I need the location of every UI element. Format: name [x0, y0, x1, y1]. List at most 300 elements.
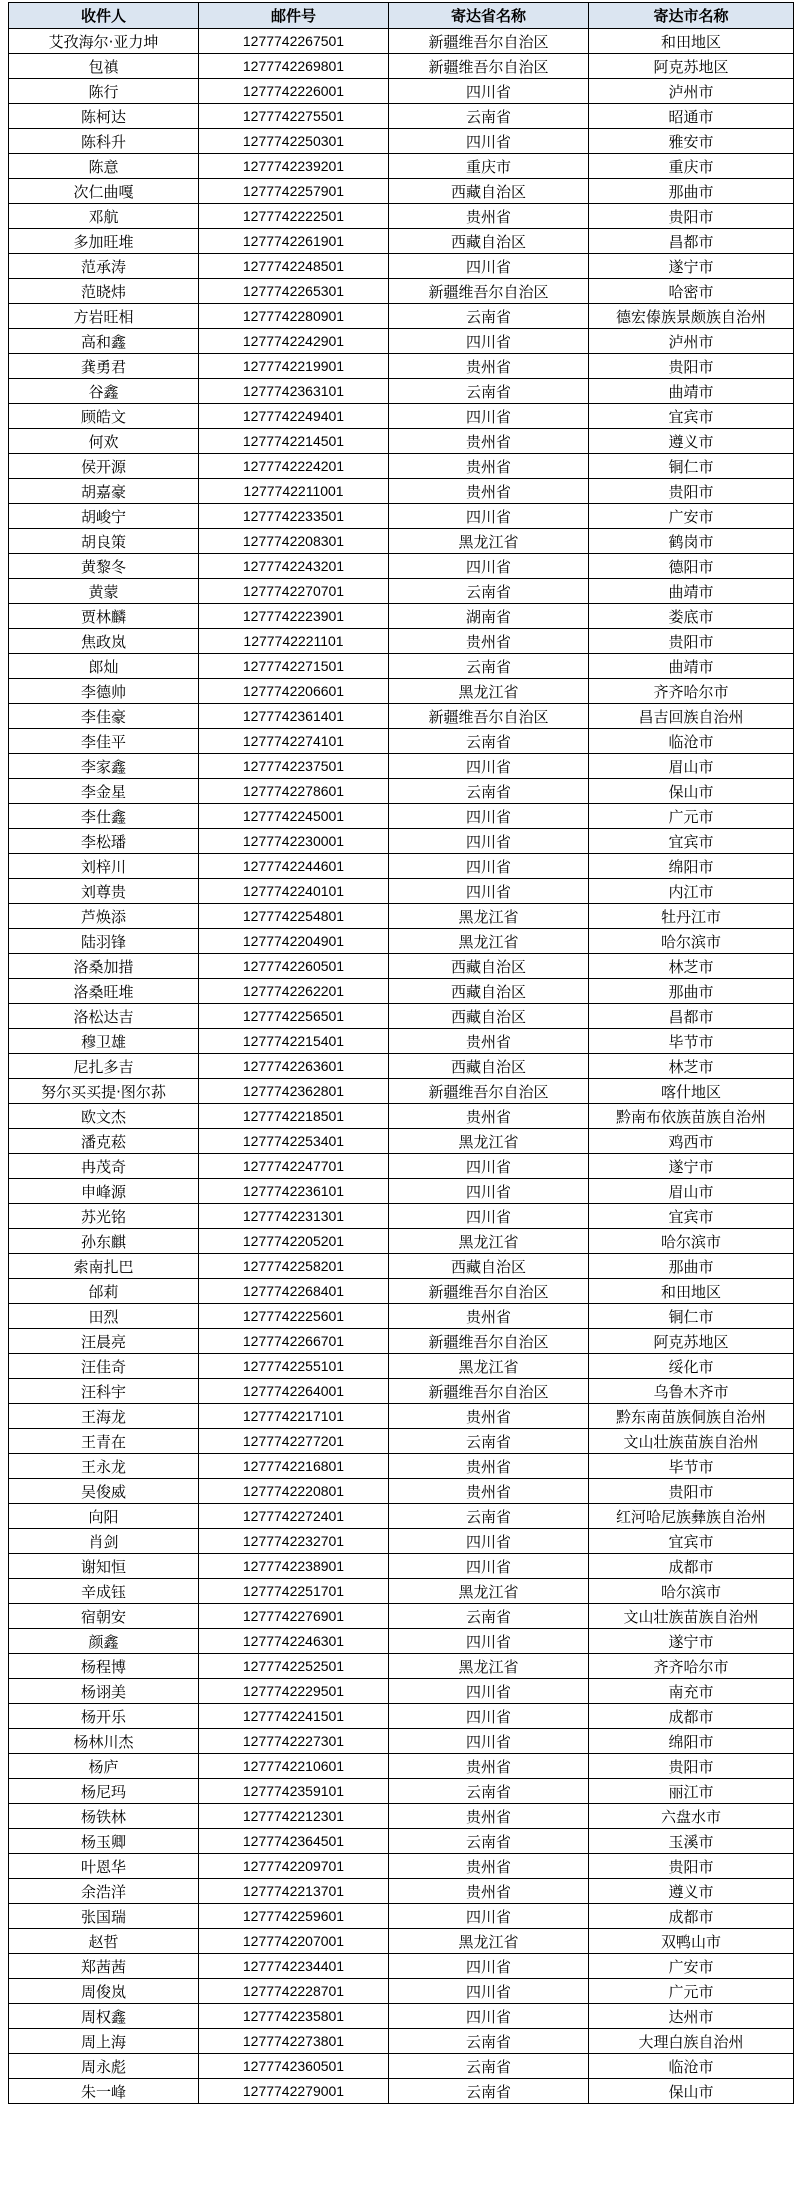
recipient-cell: 李松璠: [9, 829, 199, 854]
table-row: [9, 1404, 794, 1429]
city-cell: 眉山市: [589, 1179, 794, 1204]
recipient-cell: 谢知恒: [9, 1554, 199, 1579]
province-cell: 云南省: [389, 1604, 589, 1629]
province-cell: 云南省: [389, 729, 589, 754]
city-cell: 绵阳市: [589, 854, 794, 879]
table-row: [9, 1529, 794, 1554]
city-cell: 广元市: [589, 804, 794, 829]
mail-number-cell: 1277742273801: [199, 2029, 389, 2054]
table-row: [9, 854, 794, 879]
recipient-cell: 索南扎巴: [9, 1254, 199, 1279]
table-row: [9, 2079, 794, 2104]
mail-number-cell: 1277742246301: [199, 1629, 389, 1654]
province-cell: 云南省: [389, 2054, 589, 2079]
city-cell: 昌都市: [589, 1004, 794, 1029]
province-cell: 贵州省: [389, 1104, 589, 1129]
mail-number-cell: 1277742249401: [199, 404, 389, 429]
city-cell: 绥化市: [589, 1354, 794, 1379]
province-cell: 云南省: [389, 579, 589, 604]
mail-number-cell: 1277742238901: [199, 1554, 389, 1579]
table-row: [9, 1304, 794, 1329]
city-cell: 阿克苏地区: [589, 54, 794, 79]
province-cell: 贵州省: [389, 354, 589, 379]
mail-number-cell: 1277742278601: [199, 779, 389, 804]
recipient-cell: 周俊岚: [9, 1979, 199, 2004]
recipient-cell: 宿朝安: [9, 1604, 199, 1629]
province-cell: 贵州省: [389, 429, 589, 454]
recipient-cell: 陈意: [9, 154, 199, 179]
mail-number-cell: 1277742265301: [199, 279, 389, 304]
header-recipient: 收件人: [9, 3, 199, 29]
header-province: 寄达省名称: [389, 3, 589, 29]
mail-number-cell: 1277742251701: [199, 1579, 389, 1604]
mail-number-cell: 1277742276901: [199, 1604, 389, 1629]
mail-number-cell: 1277742262201: [199, 979, 389, 1004]
province-cell: 四川省: [389, 1179, 589, 1204]
mail-number-cell: 1277742229501: [199, 1679, 389, 1704]
mail-number-cell: 1277742220801: [199, 1479, 389, 1504]
city-cell: 保山市: [589, 2079, 794, 2104]
recipient-cell: 汪晨亮: [9, 1329, 199, 1354]
recipient-cell: 叶恩华: [9, 1854, 199, 1879]
city-cell: 铜仁市: [589, 1304, 794, 1329]
mail-number-cell: 1277742233501: [199, 504, 389, 529]
province-cell: 四川省: [389, 854, 589, 879]
recipient-cell: 侯开源: [9, 454, 199, 479]
city-cell: 遂宁市: [589, 254, 794, 279]
mail-number-cell: 1277742219901: [199, 354, 389, 379]
mail-number-cell: 1277742221101: [199, 629, 389, 654]
city-cell: 黔东南苗族侗族自治州: [589, 1404, 794, 1429]
city-cell: 昌都市: [589, 229, 794, 254]
city-cell: 玉溪市: [589, 1829, 794, 1854]
mail-number-cell: 1277742269801: [199, 54, 389, 79]
province-cell: 新疆维吾尔自治区: [389, 29, 589, 54]
province-cell: 贵州省: [389, 629, 589, 654]
province-cell: 新疆维吾尔自治区: [389, 704, 589, 729]
city-cell: 眉山市: [589, 754, 794, 779]
province-cell: 黑龙江省: [389, 1654, 589, 1679]
recipient-cell: 范晓炜: [9, 279, 199, 304]
table-row: [9, 929, 794, 954]
mail-number-cell: 1277742215401: [199, 1029, 389, 1054]
mail-number-cell: 1277742232701: [199, 1529, 389, 1554]
province-cell: 黑龙江省: [389, 529, 589, 554]
table-row: [9, 1054, 794, 1079]
table-row: [9, 1929, 794, 1954]
city-cell: 贵阳市: [589, 629, 794, 654]
table-row: [9, 104, 794, 129]
table-row: [9, 1629, 794, 1654]
province-cell: 四川省: [389, 1204, 589, 1229]
city-cell: 文山壮族苗族自治州: [589, 1429, 794, 1454]
province-cell: 西藏自治区: [389, 1004, 589, 1029]
province-cell: 四川省: [389, 829, 589, 854]
city-cell: 丽江市: [589, 1779, 794, 1804]
city-cell: 和田地区: [589, 1279, 794, 1304]
table-row: [9, 1454, 794, 1479]
recipient-cell: 汪佳奇: [9, 1354, 199, 1379]
mail-number-cell: 1277742261901: [199, 229, 389, 254]
recipient-cell: 汪科宇: [9, 1379, 199, 1404]
city-cell: 遂宁市: [589, 1154, 794, 1179]
province-cell: 四川省: [389, 1154, 589, 1179]
table-row: [9, 604, 794, 629]
city-cell: 黔南布依族苗族自治州: [589, 1104, 794, 1129]
table-row: [9, 679, 794, 704]
recipient-cell: 杨诩美: [9, 1679, 199, 1704]
table-row: [9, 954, 794, 979]
mail-number-cell: 1277742225601: [199, 1304, 389, 1329]
province-cell: 黑龙江省: [389, 1354, 589, 1379]
province-cell: 贵州省: [389, 1879, 589, 1904]
recipient-cell: 邓航: [9, 204, 199, 229]
recipient-cell: 吴俊威: [9, 1479, 199, 1504]
city-cell: 哈尔滨市: [589, 1579, 794, 1604]
mail-number-cell: 1277742241501: [199, 1704, 389, 1729]
table-row: [9, 704, 794, 729]
recipient-cell: 何欢: [9, 429, 199, 454]
mail-number-cell: 1277742363101: [199, 379, 389, 404]
mail-number-cell: 1277742223901: [199, 604, 389, 629]
mail-number-cell: 1277742279001: [199, 2079, 389, 2104]
province-cell: 云南省: [389, 1779, 589, 1804]
table-row: [9, 554, 794, 579]
table-row: [9, 129, 794, 154]
recipient-cell: 黄蒙: [9, 579, 199, 604]
table-row: [9, 1079, 794, 1104]
table-row: [9, 1729, 794, 1754]
mail-number-cell: 1277742218501: [199, 1104, 389, 1129]
table-row: [9, 179, 794, 204]
table-row: [9, 1004, 794, 1029]
province-cell: 新疆维吾尔自治区: [389, 1379, 589, 1404]
city-cell: 贵阳市: [589, 1479, 794, 1504]
city-cell: 宜宾市: [589, 829, 794, 854]
table-row: [9, 54, 794, 79]
recipient-cell: 穆卫雄: [9, 1029, 199, 1054]
province-cell: 贵州省: [389, 454, 589, 479]
province-cell: 黑龙江省: [389, 1129, 589, 1154]
recipient-cell: 李德帅: [9, 679, 199, 704]
recipient-cell: 多加旺堆: [9, 229, 199, 254]
table-row: [9, 204, 794, 229]
province-cell: 贵州省: [389, 204, 589, 229]
recipient-cell: 龚勇君: [9, 354, 199, 379]
city-cell: 贵阳市: [589, 1854, 794, 1879]
province-cell: 四川省: [389, 1979, 589, 2004]
recipient-cell: 刘梓川: [9, 854, 199, 879]
table-row: [9, 1479, 794, 1504]
province-cell: 湖南省: [389, 604, 589, 629]
table-row: [9, 1104, 794, 1129]
city-cell: 齐齐哈尔市: [589, 679, 794, 704]
mail-number-cell: 1277742359101: [199, 1779, 389, 1804]
table-row: [9, 779, 794, 804]
city-cell: 南充市: [589, 1679, 794, 1704]
city-cell: 贵阳市: [589, 354, 794, 379]
province-cell: 四川省: [389, 1629, 589, 1654]
city-cell: 贵阳市: [589, 1754, 794, 1779]
city-cell: 那曲市: [589, 1254, 794, 1279]
mail-number-cell: 1277742242901: [199, 329, 389, 354]
table-row: [9, 729, 794, 754]
mail-number-cell: 1277742247701: [199, 1154, 389, 1179]
recipient-cell: 刘尊贵: [9, 879, 199, 904]
city-cell: 曲靖市: [589, 654, 794, 679]
province-cell: 新疆维吾尔自治区: [389, 279, 589, 304]
mail-number-cell: 1277742230001: [199, 829, 389, 854]
recipient-cell: 颜鑫: [9, 1629, 199, 1654]
recipient-cell: 胡嘉豪: [9, 479, 199, 504]
province-cell: 云南省: [389, 1504, 589, 1529]
recipient-cell: 杨庐: [9, 1754, 199, 1779]
recipient-cell: 杨林川杰: [9, 1729, 199, 1754]
recipient-cell: 潘克菘: [9, 1129, 199, 1154]
province-cell: 四川省: [389, 1704, 589, 1729]
province-cell: 贵州省: [389, 1804, 589, 1829]
table-row: [9, 479, 794, 504]
table-row: [9, 1704, 794, 1729]
province-cell: 贵州省: [389, 479, 589, 504]
recipient-cell: 次仁曲嘎: [9, 179, 199, 204]
recipient-cell: 申峰源: [9, 1179, 199, 1204]
city-cell: 重庆市: [589, 154, 794, 179]
mail-number-cell: 1277742231301: [199, 1204, 389, 1229]
mail-number-cell: 1277742234401: [199, 1954, 389, 1979]
mail-number-cell: 1277742208301: [199, 529, 389, 554]
city-cell: 铜仁市: [589, 454, 794, 479]
mail-number-cell: 1277742260501: [199, 954, 389, 979]
city-cell: 六盘水市: [589, 1804, 794, 1829]
city-cell: 达州市: [589, 2004, 794, 2029]
province-cell: 西藏自治区: [389, 179, 589, 204]
mail-number-cell: 1277742271501: [199, 654, 389, 679]
table-row: [9, 1379, 794, 1404]
mail-number-cell: 1277742217101: [199, 1404, 389, 1429]
mail-number-cell: 1277742361401: [199, 704, 389, 729]
province-cell: 四川省: [389, 129, 589, 154]
table-row: [9, 1954, 794, 1979]
province-cell: 黑龙江省: [389, 929, 589, 954]
mail-number-cell: 1277742209701: [199, 1854, 389, 1879]
mail-number-cell: 1277742277201: [199, 1429, 389, 1454]
recipient-cell: 欧文杰: [9, 1104, 199, 1129]
mail-number-cell: 1277742270701: [199, 579, 389, 604]
recipient-cell: 杨玉卿: [9, 1829, 199, 1854]
recipient-cell: 郎灿: [9, 654, 199, 679]
table-row: [9, 829, 794, 854]
table-row: [9, 429, 794, 454]
recipient-cell: 周权鑫: [9, 2004, 199, 2029]
table-row: [9, 754, 794, 779]
mail-number-cell: 1277742253401: [199, 1129, 389, 1154]
province-cell: 黑龙江省: [389, 1929, 589, 1954]
table-row: [9, 29, 794, 54]
table-row: [9, 454, 794, 479]
recipient-cell: 杨开乐: [9, 1704, 199, 1729]
table-row: [9, 2054, 794, 2079]
recipient-cell: 孙东麒: [9, 1229, 199, 1254]
recipient-cell: 李佳平: [9, 729, 199, 754]
mail-number-cell: 1277742258201: [199, 1254, 389, 1279]
province-cell: 四川省: [389, 1954, 589, 1979]
province-cell: 西藏自治区: [389, 979, 589, 1004]
table-row: [9, 1254, 794, 1279]
city-cell: 泸州市: [589, 79, 794, 104]
table-row: [9, 79, 794, 104]
mail-number-cell: 1277742362801: [199, 1079, 389, 1104]
recipient-cell: 艾孜海尔·亚力坤: [9, 29, 199, 54]
recipient-cell: 杨程博: [9, 1654, 199, 1679]
city-cell: 乌鲁木齐市: [589, 1379, 794, 1404]
city-cell: 鹤岗市: [589, 529, 794, 554]
city-cell: 喀什地区: [589, 1079, 794, 1104]
city-cell: 保山市: [589, 779, 794, 804]
recipient-cell: 朱一峰: [9, 2079, 199, 2104]
recipient-cell: 李金星: [9, 779, 199, 804]
city-cell: 宜宾市: [589, 1529, 794, 1554]
recipient-cell: 肖剑: [9, 1529, 199, 1554]
mail-number-cell: 1277742255101: [199, 1354, 389, 1379]
recipient-cell: 黄黎冬: [9, 554, 199, 579]
table-row: [9, 1354, 794, 1379]
city-cell: 哈密市: [589, 279, 794, 304]
mail-number-cell: 1277742243201: [199, 554, 389, 579]
province-cell: 四川省: [389, 1904, 589, 1929]
mail-number-cell: 1277742275501: [199, 104, 389, 129]
table-row: [9, 579, 794, 604]
table-row: [9, 154, 794, 179]
province-cell: 西藏自治区: [389, 1254, 589, 1279]
table-row: [9, 1879, 794, 1904]
table-row: [9, 1504, 794, 1529]
mail-number-cell: 1277742236101: [199, 1179, 389, 1204]
city-cell: 宜宾市: [589, 404, 794, 429]
recipient-cell: 谷鑫: [9, 379, 199, 404]
recipient-cell: 李佳豪: [9, 704, 199, 729]
city-cell: 雅安市: [589, 129, 794, 154]
mail-number-cell: 1277742212301: [199, 1804, 389, 1829]
mail-number-cell: 1277742239201: [199, 154, 389, 179]
city-cell: 昭通市: [589, 104, 794, 129]
city-cell: 文山壮族苗族自治州: [589, 1604, 794, 1629]
city-cell: 那曲市: [589, 979, 794, 1004]
city-cell: 林芝市: [589, 954, 794, 979]
table-row: [9, 879, 794, 904]
city-cell: 鸡西市: [589, 1129, 794, 1154]
province-cell: 四川省: [389, 1529, 589, 1554]
province-cell: 新疆维吾尔自治区: [389, 1279, 589, 1304]
city-cell: 毕节市: [589, 1029, 794, 1054]
city-cell: 大理白族自治州: [589, 2029, 794, 2054]
province-cell: 西藏自治区: [389, 1054, 589, 1079]
mail-number-cell: 1277742207001: [199, 1929, 389, 1954]
recipient-cell: 焦政岚: [9, 629, 199, 654]
mail-number-cell: 1277742235801: [199, 2004, 389, 2029]
mail-number-cell: 1277742216801: [199, 1454, 389, 1479]
table-row: [9, 529, 794, 554]
province-cell: 四川省: [389, 804, 589, 829]
province-cell: 四川省: [389, 1554, 589, 1579]
mail-number-cell: 1277742256501: [199, 1004, 389, 1029]
table-row: [9, 329, 794, 354]
table-row: [9, 304, 794, 329]
table-row: [9, 1229, 794, 1254]
city-cell: 曲靖市: [589, 579, 794, 604]
mail-list-table: [8, 2, 794, 2104]
recipient-cell: 贾林麟: [9, 604, 199, 629]
province-cell: 贵州省: [389, 1304, 589, 1329]
mail-number-cell: 1277742259601: [199, 1904, 389, 1929]
mail-number-cell: 1277742237501: [199, 754, 389, 779]
table-row: [9, 1804, 794, 1829]
mail-number-cell: 1277742268401: [199, 1279, 389, 1304]
city-cell: 遂宁市: [589, 1629, 794, 1654]
province-cell: 黑龙江省: [389, 1579, 589, 1604]
recipient-cell: 胡良策: [9, 529, 199, 554]
province-cell: 四川省: [389, 404, 589, 429]
mail-number-cell: 1277742254801: [199, 904, 389, 929]
table-row: [9, 1779, 794, 1804]
table-row: [9, 279, 794, 304]
province-cell: 黑龙江省: [389, 1229, 589, 1254]
recipient-cell: 努尔买买提·图尔荪: [9, 1079, 199, 1104]
recipient-cell: 洛桑旺堆: [9, 979, 199, 1004]
table-row: [9, 1429, 794, 1454]
city-cell: 哈尔滨市: [589, 1229, 794, 1254]
recipient-cell: 杨铁林: [9, 1804, 199, 1829]
recipient-cell: 杨尼玛: [9, 1779, 199, 1804]
table-row: [9, 1179, 794, 1204]
province-cell: 黑龙江省: [389, 679, 589, 704]
province-cell: 四川省: [389, 2004, 589, 2029]
province-cell: 云南省: [389, 779, 589, 804]
mail-number-cell: 1277742206601: [199, 679, 389, 704]
city-cell: 贵阳市: [589, 204, 794, 229]
province-cell: 贵州省: [389, 1854, 589, 1879]
recipient-cell: 李仕鑫: [9, 804, 199, 829]
mail-number-cell: 1277742272401: [199, 1504, 389, 1529]
recipient-cell: 冉茂奇: [9, 1154, 199, 1179]
province-cell: 云南省: [389, 104, 589, 129]
recipient-cell: 田烈: [9, 1304, 199, 1329]
table-row: [9, 804, 794, 829]
city-cell: 绵阳市: [589, 1729, 794, 1754]
province-cell: 云南省: [389, 654, 589, 679]
table-row: [9, 979, 794, 1004]
mail-number-cell: 1277742213701: [199, 1879, 389, 1904]
table-row: [9, 1679, 794, 1704]
province-cell: 新疆维吾尔自治区: [389, 1079, 589, 1104]
city-cell: 双鸭山市: [589, 1929, 794, 1954]
table-row: [9, 504, 794, 529]
recipient-cell: 方岩旺相: [9, 304, 199, 329]
recipient-cell: 余浩洋: [9, 1879, 199, 1904]
city-cell: 曲靖市: [589, 379, 794, 404]
mail-number-cell: 1277742263601: [199, 1054, 389, 1079]
recipient-cell: 芦焕添: [9, 904, 199, 929]
province-cell: 贵州省: [389, 1029, 589, 1054]
city-cell: 宜宾市: [589, 1204, 794, 1229]
mail-number-cell: 1277742222501: [199, 204, 389, 229]
recipient-cell: 范承涛: [9, 254, 199, 279]
table-row: [9, 654, 794, 679]
mail-number-cell: 1277742266701: [199, 1329, 389, 1354]
recipient-cell: 陈行: [9, 79, 199, 104]
city-cell: 临沧市: [589, 729, 794, 754]
mail-number-cell: 1277742245001: [199, 804, 389, 829]
